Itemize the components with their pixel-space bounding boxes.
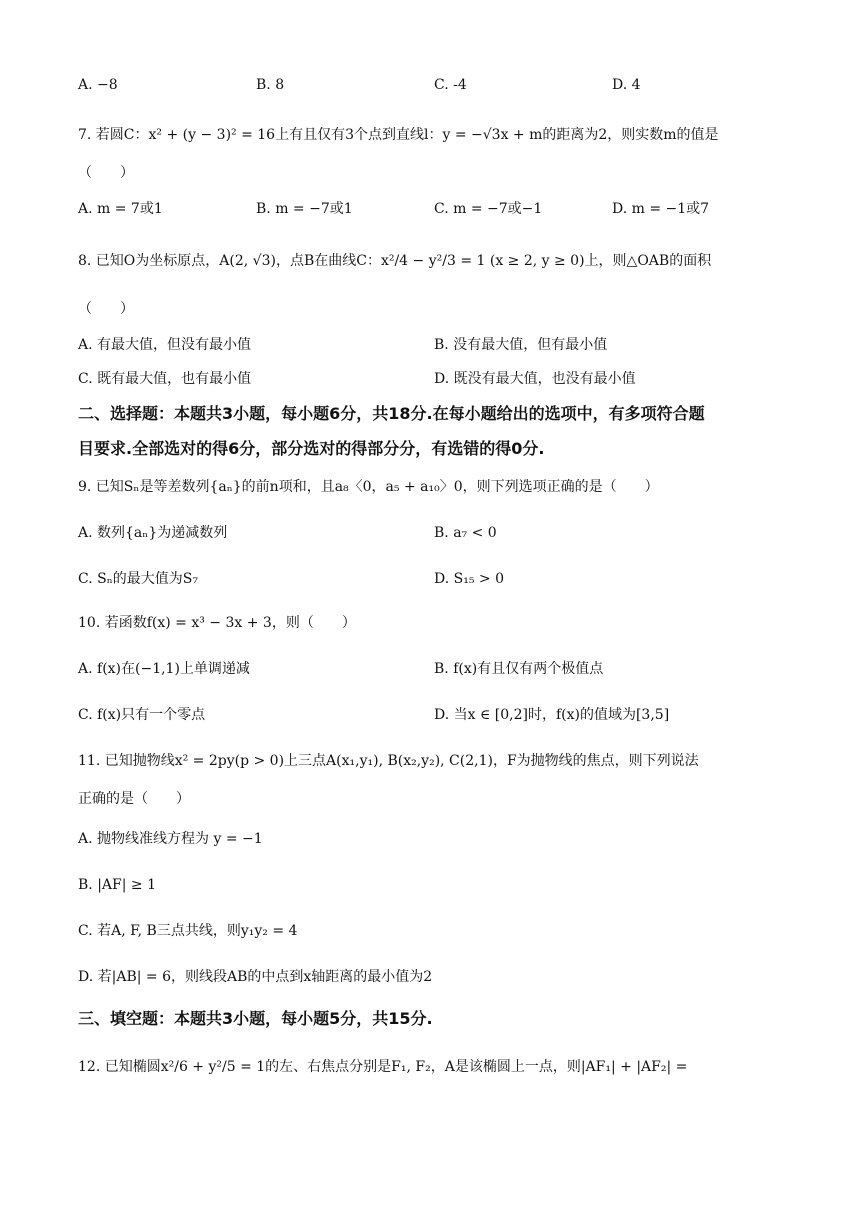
- question-text: A. 抛物线准线方程为 y = −1: [78, 831, 263, 847]
- question-text: D. 若|AB| = 6，则线段AB的中点到x轴距离的最小值为2: [78, 969, 433, 985]
- question-text: 10. 若函数f(x) = x³ − 3x + 3，则（ ）: [78, 615, 356, 631]
- option-11-0: A. 数列{aₙ}为递减数列: [78, 525, 228, 541]
- option-0-1: B. 8: [256, 77, 285, 93]
- option-3-3: D. m = −1或7: [612, 201, 710, 217]
- question-text: 8. 已知O为坐标原点，A(2, √3)，点B在曲线C：x²/4 − y²/3 = 1 (x ≥ 2, y ≥ 0)上，则△OAB的面积: [78, 253, 712, 269]
- option-0-2: C. -4: [434, 77, 467, 93]
- option-3-1: B. m = −7或1: [256, 201, 353, 217]
- question-text: 12. 已知椭圆x²/6 + y²/5 = 1的左、右焦点分别是F₁, F₂，A是该椭圆上一点，则|AF₁| + |AF₂| =: [78, 1059, 688, 1075]
- option-6-0: A. 有最大值，但没有最小值: [78, 337, 252, 353]
- question-text: B. |AF| ≥ 1: [78, 877, 156, 893]
- option-0-3: D. 4: [612, 77, 641, 93]
- question-text: （ ）: [78, 301, 134, 317]
- option-12-1: D. S₁₅ > 0: [434, 571, 504, 587]
- option-12-0: C. Sₙ的最大值为S₇: [78, 571, 198, 587]
- question-text: （ ）: [78, 165, 134, 181]
- option-15-1: D. 当x ∈ [0,2]时，f(x)的值域为[3,5]: [434, 707, 670, 723]
- option-14-1: B. f(x)有且仅有两个极值点: [434, 661, 604, 677]
- question-text: 正确的是（ ）: [78, 791, 190, 807]
- question-text: 11. 已知抛物线x² = 2py(p > 0)上三点A(x₁,y₁), B(x₂,y₂), C(2,1)，F为抛物线的焦点，则下列说法: [78, 753, 699, 769]
- section-heading: 二、选择题：本题共3小题，每小题6分，共18分.在每小题给出的选项中，有多项符合题: [78, 404, 705, 423]
- option-11-1: B. a₇ < 0: [434, 525, 497, 541]
- question-text: C. 若A, F, B三点共线，则y₁y₂ = 4: [78, 923, 298, 939]
- section-heading: 三、填空题：本题共3小题，每小题5分，共15分.: [78, 1009, 433, 1028]
- option-15-0: C. f(x)只有一个零点: [78, 707, 206, 723]
- section-heading: 目要求.全部选对的得6分，部分选对的得部分分，有选错的得0分.: [78, 439, 545, 458]
- option-7-1: D. 既没有最大值，也没有最小值: [434, 371, 636, 387]
- option-3-0: A. m = 7或1: [78, 201, 163, 217]
- question-text: 7. 若圆C：x² + (y − 3)² = 16上有且仅有3个点到直线l：y = −√3x + m的距离为2，则实数m的值是: [78, 127, 719, 143]
- option-6-1: B. 没有最大值，但有最小值: [434, 337, 608, 353]
- option-14-0: A. f(x)在(−1,1)上单调递减: [78, 661, 250, 677]
- option-3-2: C. m = −7或−1: [434, 201, 543, 217]
- option-7-0: C. 既有最大值，也有最小值: [78, 371, 252, 387]
- question-text: 9. 已知Sₙ是等差数列{aₙ}的前n项和，且a₈〈0，a₅ + a₁₀〉0，则下列选项正确的是（ ）: [78, 479, 659, 495]
- option-0-0: A. −8: [78, 77, 118, 93]
